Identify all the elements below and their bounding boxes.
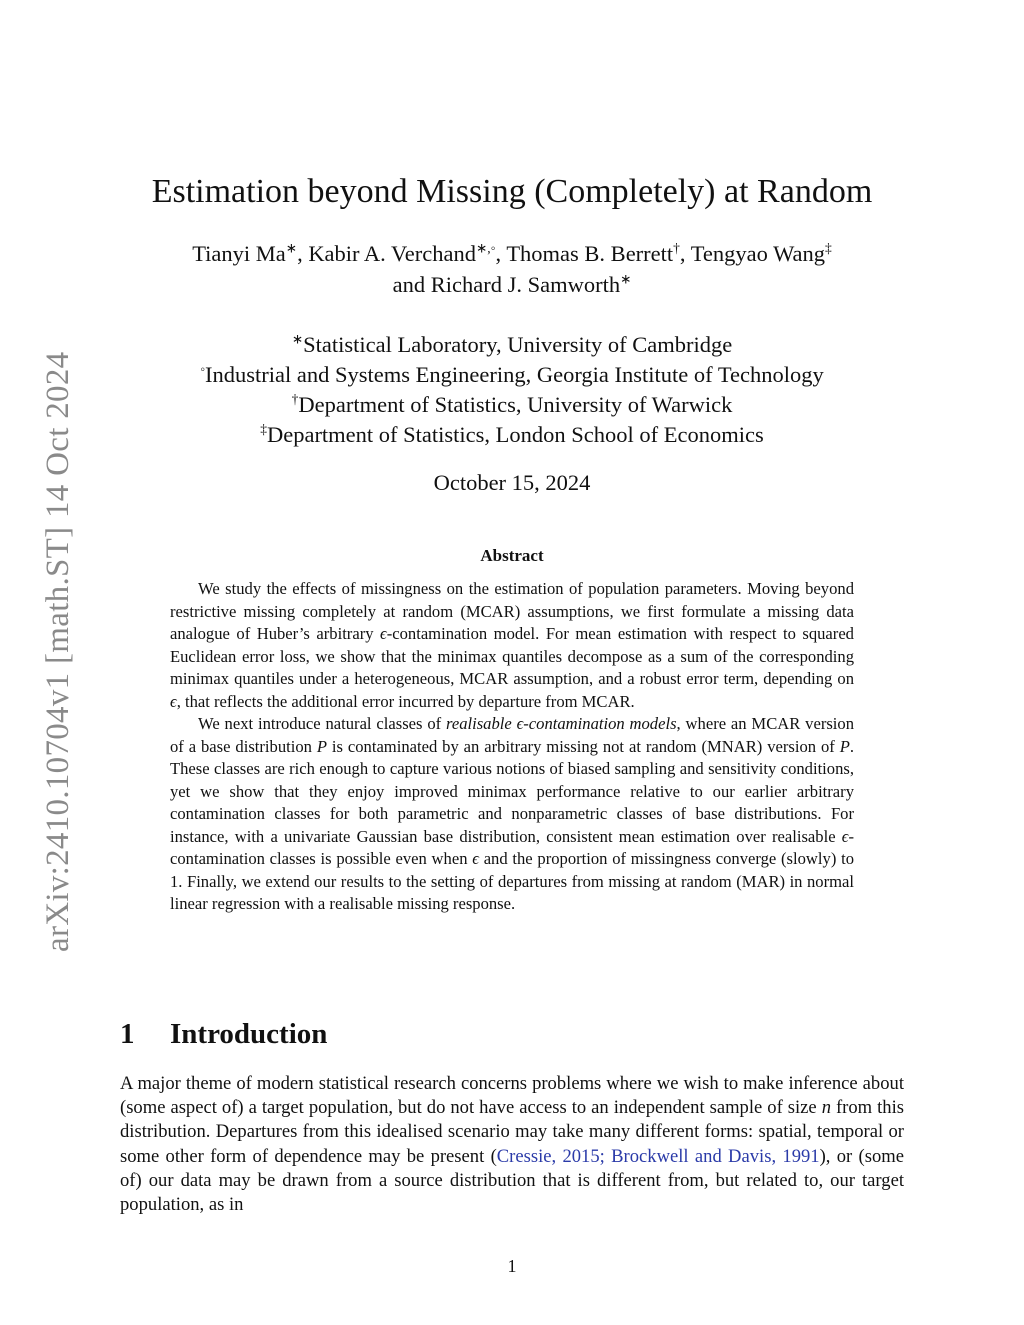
- author-list: Tianyi Ma∗, Kabir A. Verchand∗,◦, Thomas B. Berrett†, Tengyao Wang‡ and Richard J. Samworth∗: [192, 240, 832, 297]
- affiliation: †Department of Statistics, University of Warwick: [291, 391, 733, 417]
- arxiv-identifier: arXiv:2410.10704v1 [math.ST] 14 Oct 2024: [40, 351, 76, 952]
- affiliation: ◦Industrial and Systems Engineering, Georgia Institute of Technology: [200, 361, 824, 387]
- affiliation: ‡Department of Statistics, London School of Economics: [260, 421, 764, 447]
- abstract-heading: Abstract: [480, 546, 544, 565]
- page-number: 1: [507, 1256, 517, 1276]
- paper-title: Estimation beyond Missing (Completely) at Random: [151, 173, 873, 210]
- intro-paragraph: A major theme of modern statistical research concerns problems where we wish to make inference about (some aspect of) a target population, but do not have access to an independent sample of size n from this distribution. Departures from this idealised scenario may take many different forms: spatial, temporal or some other form of dependence may be present (Cressie, 2015; Brockwell and Davis, 1991), or (some of) our data may be drawn from a source distribution that is different from, but related to, our target population, as in: [120, 1073, 904, 1216]
- author: Tianyi Ma∗: [192, 240, 298, 266]
- section-heading: 1 Introduction: [120, 1018, 328, 1050]
- author: Richard J. Samworth∗: [430, 271, 632, 297]
- author: Thomas B. Berrett†: [506, 240, 680, 266]
- abstract-body: [170, 578, 854, 916]
- citation-link[interactable]: Cressie, 2015: [496, 1145, 600, 1167]
- author: Tengyao Wang‡: [690, 240, 832, 266]
- abstract-paragraph: We study the effects of missingness on the estimation of population parameters. Moving beyond restrictive missing completely at random (MCAR) assumptions, we first formulate a missing data analogue of Huber’s arbitrary ϵ-contamination model. For mean estimation with respect to squared Euclidean error loss, we show that the minimax quantiles decompose as a sum of the corresponding minimax quantiles under a heterogeneous, MCAR assumption, and a robust error term, depending on ϵ, that reflects the additional error incurred by departure from MCAR.: [170, 579, 854, 711]
- publication-date: October 15, 2024: [433, 470, 591, 495]
- author: Kabir A. Verchand∗,◦: [308, 240, 496, 266]
- affiliation: ∗Statistical Laboratory, University of Cambridge: [291, 331, 733, 357]
- affiliation-list: [120, 330, 904, 450]
- abstract-paragraph: We next introduce natural classes of realisable ϵ-contamination models, where an MCAR version of a base distribution P is contaminated by an arbitrary missing not at random (MNAR) version of P. These classes are rich enough to capture various notions of biased sampling and sensitivity conditions, yet we show that they enjoy improved minimax performance relative to our earlier arbitrary contamination classes for both parametric and nonparametric classes of base distributions. For instance, with a univariate Gaussian base distribution, consistent mean estimation over realisable ϵ-contamination classes is possible even when ϵ and the proportion of missingness converge (slowly) to 1. Finally, we extend our results to the setting of departures from missing at random (MAR) in normal linear regression with a realisable missing response.: [170, 714, 855, 913]
- citation-link[interactable]: Brockwell and Davis, 1991: [611, 1145, 820, 1167]
